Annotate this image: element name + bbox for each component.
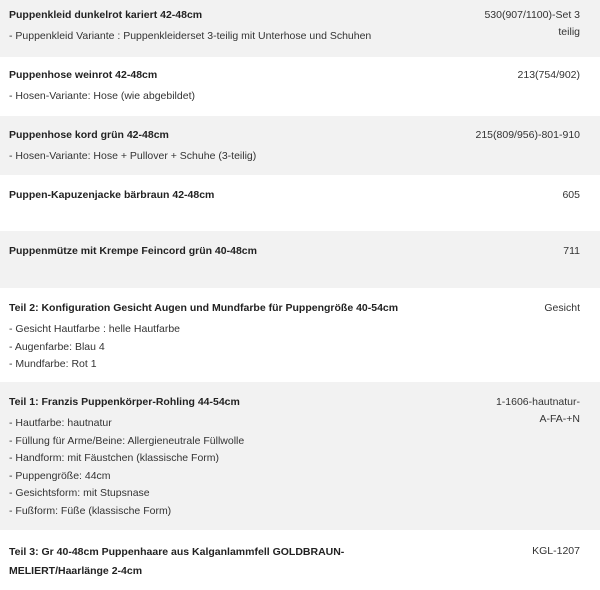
item-sku-line: 605 xyxy=(562,189,580,201)
item-option: - Puppengröße: 44cm xyxy=(9,469,111,482)
item-sku xyxy=(484,394,580,428)
item-title: Teil 2: Konfiguration Gesicht Augen und Mundfarbe für Puppengröße 40-54cm xyxy=(9,302,399,314)
order-item xyxy=(0,231,600,288)
item-sku-line: A-FA-+N xyxy=(539,413,580,425)
item-title: Puppenhose weinrot 42-48cm xyxy=(9,69,158,81)
order-item xyxy=(0,0,600,57)
item-sku xyxy=(464,127,581,144)
item-title: Puppenkleid dunkelrot kariert 42-48cm xyxy=(9,9,203,21)
item-sku-line: 1-1606-hautnatur- xyxy=(495,396,580,408)
item-option: - Fußform: Füße (klassische Form) xyxy=(9,504,172,517)
item-sku-line: teilig xyxy=(558,26,580,38)
item-option: - Gesicht Hautfarbe : helle Hautfarbe xyxy=(9,323,181,335)
item-sku-line: Gesicht xyxy=(544,302,580,314)
order-item xyxy=(0,530,600,590)
item-sku xyxy=(550,187,580,204)
item-title: Puppenmütze mit Krempe Feincord grün 40-48cm xyxy=(9,245,257,257)
item-option: - Füllung für Arme/Beine: Allergieneutrale Füllwolle xyxy=(9,434,245,447)
item-option: - Puppenkleid Variante : Puppenkleiderset 3-teilig mit Unterhose und Schuhen xyxy=(9,30,372,42)
item-sku xyxy=(472,7,580,41)
item-sku-line: KGL-1207 xyxy=(532,545,580,557)
item-title-line: MELIERT/Haarlänge 2-4cm xyxy=(9,565,143,577)
item-details xyxy=(9,127,464,166)
item-option: - Gesichtsform: mit Stupsnase xyxy=(9,487,150,499)
item-details xyxy=(9,300,532,374)
item-details xyxy=(9,243,551,259)
item-sku xyxy=(520,543,580,560)
order-item xyxy=(0,288,600,382)
order-item xyxy=(0,57,600,116)
item-option: - Mundfarbe: Rot 1 xyxy=(9,358,97,370)
item-details xyxy=(9,543,520,581)
item-option: - Hautfarbe: hautnatur xyxy=(9,417,112,429)
order-item xyxy=(0,382,600,530)
item-details xyxy=(9,394,484,520)
item-sku xyxy=(551,243,580,260)
item-option: - Augenfarbe: Blau 4 xyxy=(9,340,105,353)
order-item xyxy=(0,175,600,231)
item-sku xyxy=(506,67,580,84)
item-sku-line: 711 xyxy=(563,245,580,257)
item-title: Puppenhose kord grün 42-48cm xyxy=(9,129,169,141)
item-sku xyxy=(532,300,580,317)
item-details xyxy=(9,187,550,203)
item-details xyxy=(9,67,506,106)
item-title: Puppen-Kapuzenjacke bärbraun 42-48cm xyxy=(9,189,215,201)
item-sku-line: 215(809/956)-801-910 xyxy=(475,129,580,141)
item-title-line: Teil 3: Gr 40-48cm Puppenhaare aus Kalganlammfell GOLDBRAUN- xyxy=(9,546,345,558)
item-option: - Hosen-Variante: Hose (wie abgebildet) xyxy=(9,90,195,102)
item-title: Teil 1: Franzis Puppenkörper-Rohling 44-54cm xyxy=(9,396,240,408)
item-sku-line: 530(907/1100)-Set 3 xyxy=(484,9,580,21)
item-sku-line: 213(754/902) xyxy=(517,69,580,81)
item-option: - Handform: mit Fäustchen (klassische Form) xyxy=(9,452,220,464)
item-option: - Hosen-Variante: Hose + Pullover + Schuhe (3-teilig) xyxy=(9,150,257,162)
order-item xyxy=(0,116,600,175)
item-details xyxy=(9,7,472,46)
